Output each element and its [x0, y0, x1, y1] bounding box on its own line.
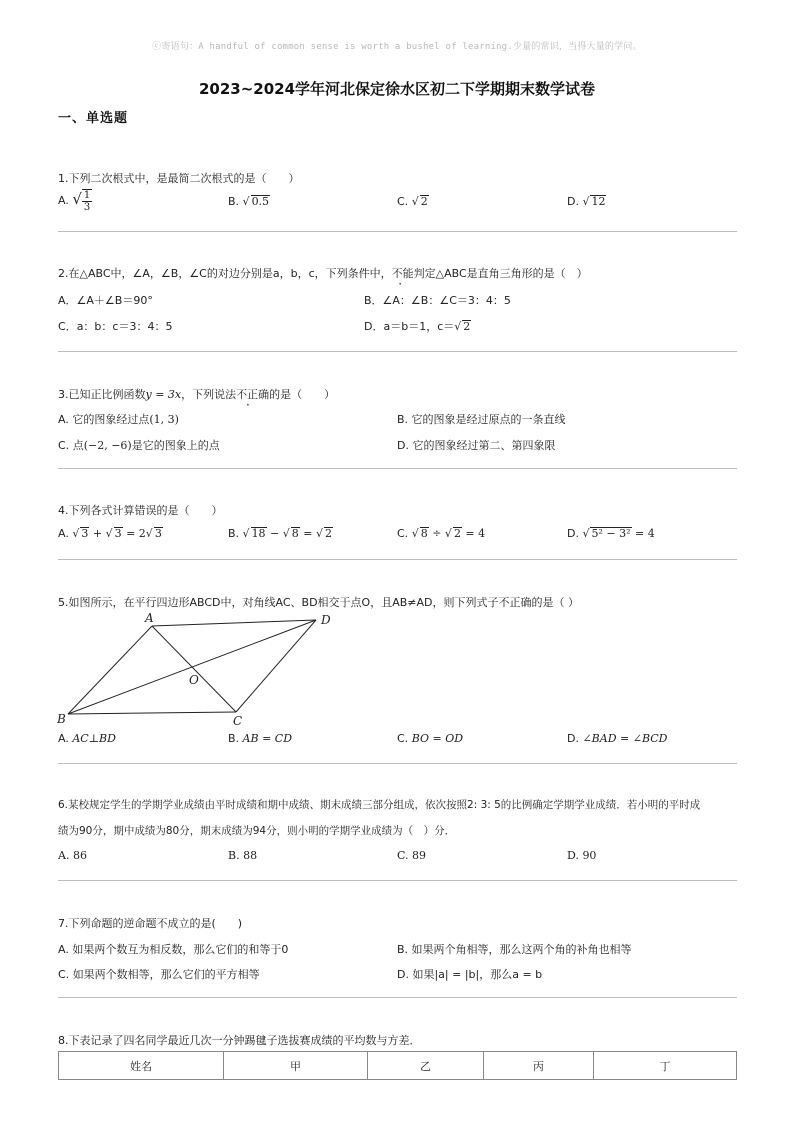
edge-dc	[236, 620, 316, 712]
parallelogram-figure	[52, 612, 352, 727]
motto-header: ⓒ寄语句：A handful of common sense is worth a bushel of learning.少量的常识，当得大量的学问。	[152, 42, 642, 52]
q3-option-c[interactable]: C. 点(−2, −6)是它的图象上的点	[58, 439, 220, 452]
divider	[58, 559, 737, 560]
section-heading: 一、单选题	[58, 111, 129, 126]
question-6-stem-line2: 绩为90分，期中成绩为80分，期末成绩为94分，则小明的学期学业成绩为（ ）分．	[58, 825, 456, 837]
divider	[58, 997, 737, 998]
table-header-cell: 甲	[224, 1052, 368, 1080]
question-2-stem: 2.在△ABC中，∠A，∠B，∠C的对边分别是a，b，c，下列条件中，不能判定△ABC是直角三角形的是（ ）	[58, 267, 588, 280]
exam-title: 2023~2024学年河北保定徐水区初二下学期期末数学试卷	[198, 80, 596, 98]
table-header-cell: 丁	[594, 1052, 737, 1080]
q7-option-d[interactable]: D. 如果|a| = |b|，那么a = b	[397, 968, 543, 981]
q4-option-d[interactable]: D. √ 5² − 3² = 4	[567, 527, 655, 540]
q5-option-b[interactable]: B. AB = CD	[228, 732, 293, 745]
divider	[58, 468, 737, 469]
vertex-b-label: B	[57, 712, 66, 726]
question-1-stem: 1.下列二次根式中，是最简二次根式的是（ ）	[58, 172, 300, 185]
q1-option-d[interactable]: D. √ 12	[567, 195, 606, 208]
question-6-stem-line1: 6.某校规定学生的学期学业成绩由平时成绩和期中成绩、期末成绩三部分组成，依次按照2: 3: 5的比例确定学期学业成绩．若小明的平时成	[58, 799, 701, 811]
point-o-label: O	[189, 673, 199, 687]
q3-option-a[interactable]: A. 它的图象经过点(1, 3)	[58, 413, 179, 426]
q4-option-b[interactable]: B. √ 18 − √ 8 = √ 2	[228, 527, 333, 540]
edge-cb	[68, 712, 236, 714]
q7-option-c[interactable]: C. 如果两个数相等，那么它们的平方相等	[58, 968, 260, 981]
q3-option-d[interactable]: D. 它的图象经过第二、第四象限	[397, 439, 556, 452]
question-7-stem: 7.下列命题的逆命题不成立的是( )	[58, 917, 243, 930]
score-table	[58, 1051, 737, 1080]
table-header-cell: 乙	[368, 1052, 484, 1080]
divider	[58, 763, 737, 764]
q5-option-c[interactable]: C. BO = OD	[397, 732, 464, 745]
q6-option-c[interactable]: C. 89	[397, 849, 427, 862]
q1-option-a[interactable]: A. √ $\frac{1}{3}$	[58, 190, 91, 213]
question-8-stem: 8.下表记录了四名同学最近几次一分钟踢毽子选拔赛成绩的平均数与方差．	[58, 1034, 421, 1047]
q5-option-d[interactable]: D. ∠BAD = ∠BCD	[567, 732, 668, 745]
diagonal-ac	[152, 626, 236, 712]
table-header-cell: 丙	[484, 1052, 594, 1080]
q1-option-b[interactable]: B. √ 0.5	[228, 195, 270, 208]
q2-option-c[interactable]: C．a：b：c＝3：4：5	[58, 320, 173, 333]
emphasis-text: 不能	[391, 267, 414, 280]
q6-option-d[interactable]: D. 90	[567, 849, 597, 862]
divider	[58, 880, 737, 881]
q4-option-c[interactable]: C. √ 8 ÷ √ 2 = 4	[397, 527, 486, 540]
table-row	[59, 1052, 737, 1080]
question-5-stem: 5.如图所示，在平行四边形ABCD中，对角线AC、BD相交于点O，且AB≠AD，则下列式子不正确的是（ ）	[58, 596, 579, 609]
q1-option-c[interactable]: C. √ 2	[397, 195, 428, 208]
edge-ba	[68, 626, 152, 714]
q2-option-a[interactable]: A．∠A＋∠B＝90°	[58, 294, 153, 307]
question-4-stem: 4.下列各式计算错误的是（ ）	[58, 504, 223, 517]
q2-option-b[interactable]: B．∠A：∠B：∠C＝3：4：5	[364, 294, 511, 307]
q4-option-a[interactable]: A. √ 3 + √ 3 = 2√ 3	[58, 527, 162, 540]
q6-option-b[interactable]: B. 88	[228, 849, 258, 862]
edge-ad	[152, 620, 316, 626]
q3-option-b[interactable]: B. 它的图象是经过原点的一条直线	[397, 413, 566, 426]
q5-option-a[interactable]: A. AC⊥BD	[58, 732, 116, 745]
divider	[58, 351, 737, 352]
q7-option-b[interactable]: B. 如果两个角相等，那么这两个角的补角也相等	[397, 943, 632, 956]
q2-option-d[interactable]: D．a＝b＝1，c＝√ 2	[364, 320, 471, 333]
question-3-stem: 3.已知正比例函数y = 3x，下列说法不正确的是（ ）	[58, 388, 336, 401]
diagonal-bd	[68, 620, 316, 714]
vertex-a-label: A	[145, 612, 154, 625]
vertex-c-label: C	[233, 714, 243, 727]
q7-option-a[interactable]: A. 如果两个数互为相反数，那么它们的和等于0	[58, 943, 289, 956]
table-header-cell: 姓名	[59, 1052, 224, 1080]
q6-option-a[interactable]: A. 86	[58, 849, 87, 862]
emphasis-text: 不正确	[236, 388, 270, 401]
vertex-d-label: D	[321, 613, 331, 627]
divider	[58, 231, 737, 232]
